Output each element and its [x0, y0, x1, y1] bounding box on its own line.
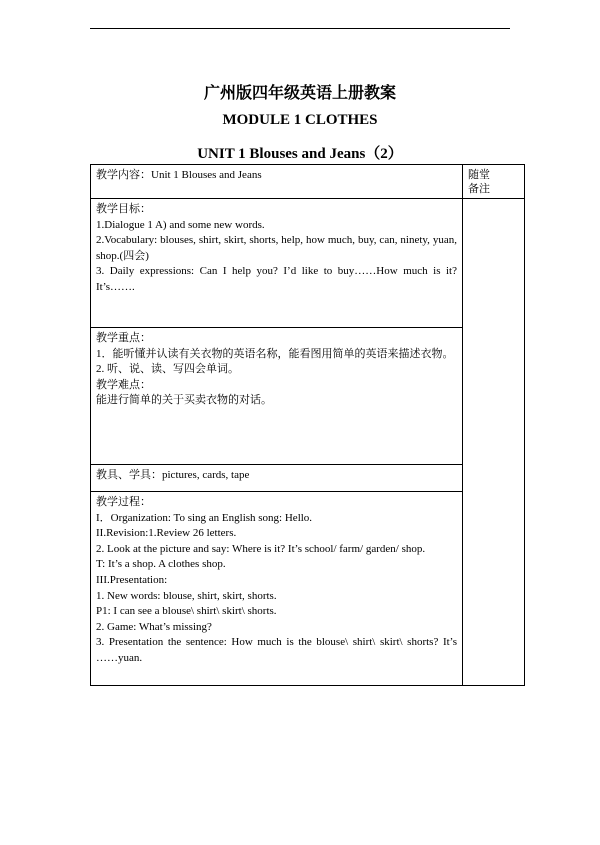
objective-line: 3. Daily expressions: Can I help you? I’d like to buy……How much is it? It’s…….: [96, 265, 457, 293]
notes-header-line: 备注: [468, 183, 490, 195]
teaching-objectives-cell: [91, 199, 462, 328]
notes-column: [463, 165, 524, 685]
objective-line: 2.Vocabulary: blouses, shirt, skirt, shorts, help, how much, buy, can, ninety, yuan, shop.(四会): [96, 234, 457, 262]
notes-header: [463, 165, 524, 199]
objective-line: 1.Dialogue 1 A) and some new words.: [96, 218, 265, 231]
teaching-aids: 教具、学具：pictures, cards, tape: [96, 469, 250, 481]
process-line: I．Organization: To sing an English song: Hello.: [96, 511, 313, 524]
unit-title: UNIT 1 Blouses and Jeans（2）: [197, 146, 403, 162]
process-line: 2. Look at the picture and say: Where is it? It’s school/ farm/ garden/ shop.: [96, 542, 426, 555]
key-points-cell: [91, 328, 462, 465]
teaching-process-cell: [91, 492, 462, 687]
process-line: 1. New words: blouse, shirt, skirt, shorts.: [96, 589, 277, 602]
teaching-content: 教学内容：Unit 1 Blouses and Jeans: [96, 169, 262, 181]
teaching-content-cell: [91, 165, 462, 199]
process-line: T: It’s a shop. A clothes shop.: [96, 558, 226, 571]
document-title: 广州版四年级英语上册教案: [203, 83, 396, 102]
key-point-line: 1．能听懂并认读有关衣物的英语名称，能看图用简单的英语来描述衣物。: [96, 347, 454, 360]
lesson-plan-main-column: [91, 165, 463, 685]
difficulty-heading: 教学难点：: [96, 378, 151, 391]
process-line: 2. Game: What’s missing?: [96, 620, 212, 633]
objectives-heading: 教学目标：: [96, 203, 151, 215]
lesson-plan-table: [90, 164, 525, 686]
notes-header-line: 随堂: [468, 169, 490, 181]
process-line: P1: I can see a blouse\ shirt\ skirt\ shorts.: [96, 605, 277, 618]
process-line: III.Presentation:: [96, 573, 168, 586]
process-line: II.Revision:1.Review 26 letters.: [96, 527, 237, 540]
key-point-line: 2. 听、说、读、写四会单词。: [96, 363, 239, 376]
process-line: 3. Presentation the sentence: How much is the blouse\ shirt\ skirt\ shorts? It’s ……yuan.: [96, 636, 457, 664]
difficulty-line: 能进行简单的关于买卖衣物的对话。: [96, 394, 272, 407]
key-points-heading: 教学重点：: [96, 332, 151, 344]
module-title: MODULE 1 CLOTHES: [222, 112, 378, 128]
process-heading: 教学过程：: [96, 496, 151, 508]
header-rule: [90, 28, 510, 29]
teaching-aids-cell: [91, 465, 462, 492]
